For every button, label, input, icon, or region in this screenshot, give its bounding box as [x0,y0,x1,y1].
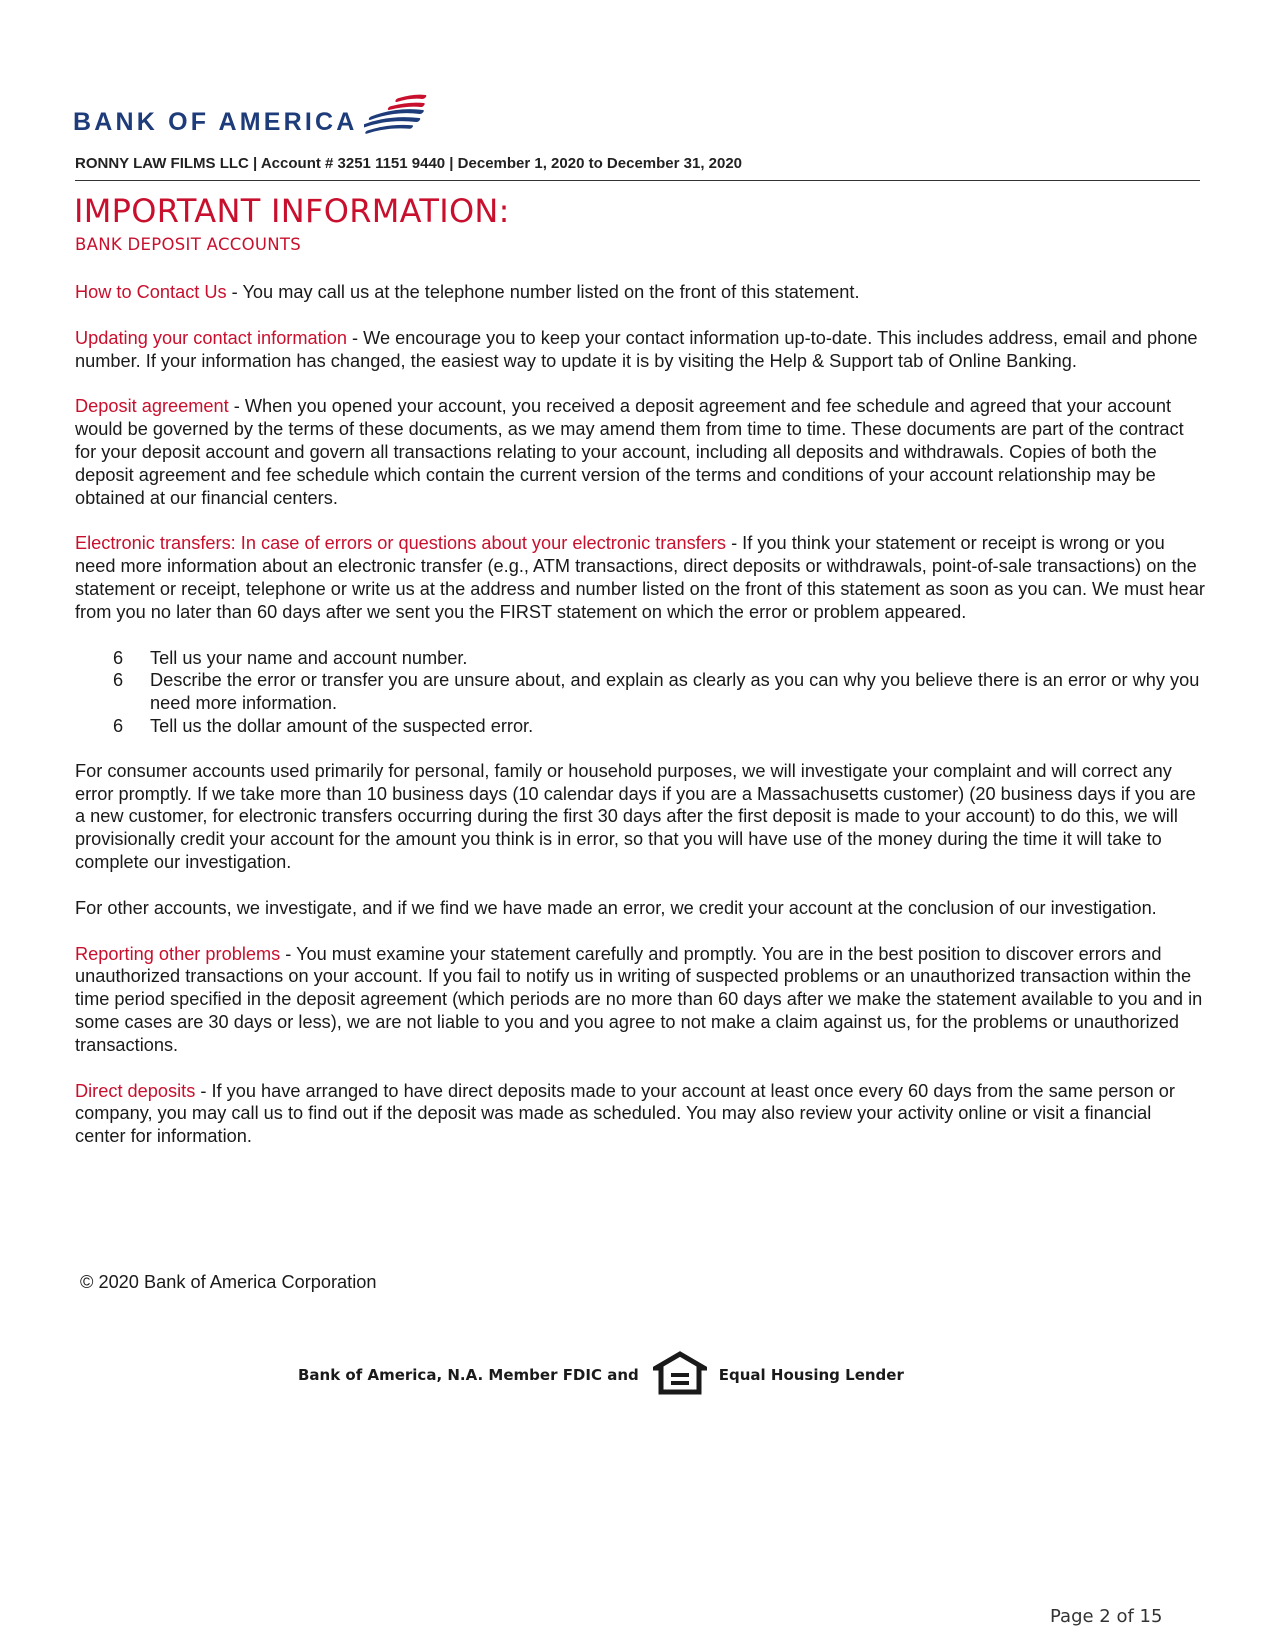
list-item-text: Describe the error or transfer you are unsure about, and explain as clearly as you can why you believe there is an error or why you need more information. [150,670,1200,714]
updating-heading: Updating your contact information [75,327,347,348]
consumer-accounts-paragraph: For consumer accounts used primarily for personal, family or household purposes, we will investigate your complaint and will correct any error promptly. If we take more than 10 business days (10 calendar days if you are a Massachusetts customer) (20 business days if you are a new customer, for electronic transfers occurring during the first 30 days after the first deposit is made to your account) to do this, we will provisionally credit your account for the amount you think is in error, so that you will have use of the money during the time it will take to complete our investigation. [75,760,1196,872]
equal-housing-lender-text: Equal Housing Lender [718,1366,904,1384]
list-marker: 6 [113,647,124,668]
list-marker: 6 [113,670,124,691]
account-summary-line: RONNY LAW FILMS LLC | Account # 3251 1151 9440 | December 1, 2020 to December 31, 2020 [75,155,743,172]
contact-heading: How to Contact Us [75,282,227,302]
fdic-footer [298,1351,904,1399]
copyright-notice: © 2020 Bank of America Corporation [80,1272,377,1292]
contact-text: - You may call us at the telephone number listed on the front of this statement. [226,282,860,302]
direct-deposits-text: - If you have arranged to have direct deposits made to your account at least once every 60 days from the same person or company, you may call us to find out if the deposit was made as scheduled. You may also review your activity online or visit a financial center for information. [75,1080,1175,1147]
direct-deposits-heading: Direct deposits [75,1080,196,1101]
deposit-agreement-text: - When you opened your account, you received a deposit agreement and fee schedule and agreed that your account would be governed by the terms of these documents, as we may amend them from time to time. These documents are part of the contract for your deposit account and govern all transactions relating to your account, including all deposits and withdrawals. Copies of both the deposit agreement and fee schedule which contain the current version of the terms and conditions of your account relationship may be obtained at our financial centers. [75,396,1184,508]
updating-text: - We encourage you to keep your contact information up-to-date. This includes address, email and phone number. If your information has changed, the easiest way to update it is by visiting the Help & Support tab of Online Banking. [75,327,1198,371]
direct-deposits-paragraph [75,1080,1205,1148]
other-accounts-paragraph: For other accounts, we investigate, and if we find we have made an error, we credit your account at the conclusion of our investigation. [75,897,1157,918]
electronic-transfers-paragraph [75,532,1205,623]
deposit-agreement-heading: Deposit agreement [75,396,229,417]
bank-logo [73,100,434,144]
reporting-paragraph [75,943,1205,1057]
page-subtitle: BANK DEPOSIT ACCOUNTS [75,235,302,254]
equal-housing-lender-icon [653,1351,707,1399]
deposit-agreement-paragraph [75,395,1205,509]
error-info-list [75,647,1205,738]
statement-body [75,281,1205,1171]
logo-text: BANK OF AMERICA [73,107,358,136]
reporting-text: - You must examine your statement carefully and promptly. You are in the best position to discover errors and unauthorized transactions on your account. If you fail to notify us in writing of suspected problems or an unauthorized transaction within the time period specified in the deposit agreement (which periods are no more than 60 days after we make the statement available to you and in some cases are 30 days or less), we are not liable to you and you agree to not make a claim against us, for the problems or unauthorized transactions. [75,943,1203,1055]
header-divider [75,180,1200,181]
bank-of-america-flag-icon [364,94,434,139]
list-marker: 6 [113,715,124,736]
fdic-text: Bank of America, N.A. Member FDIC and [298,1366,639,1384]
list-item [113,647,1205,670]
contact-paragraph [75,281,1205,304]
page-title: IMPORTANT INFORMATION: [74,192,510,230]
electronic-transfers-heading: Electronic transfers: In case of errors or questions about your electronic transfers [75,533,727,554]
reporting-heading: Reporting other problems [75,943,281,964]
list-item-text: Tell us your name and account number. [150,647,468,668]
electronic-transfers-text: - If you think your statement or receipt is wrong or you need more information about an electronic transfer (e.g., ATM transactions, direct deposits or withdrawals, point-of-sale transactions) on the statement or receipt, telephone or write us at the address and number listed on the front of this statement as soon as you can. We must hear from you no later than 60 days after we sent you the FIRST statement on which the error or problem appeared. [75,533,1205,622]
updating-paragraph [75,327,1205,373]
page-number: Page 2 of 15 [1050,1606,1163,1627]
list-item [113,669,1205,715]
list-item-text: Tell us the dollar amount of the suspected error. [150,715,534,736]
list-item [113,715,1205,738]
